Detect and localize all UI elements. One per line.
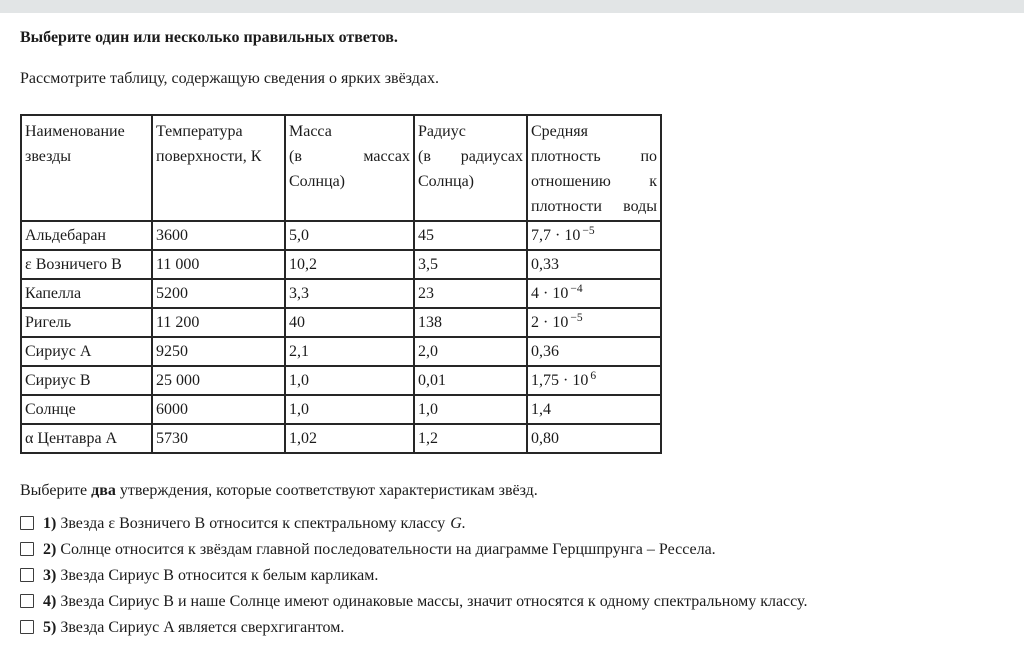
table-cell: 1,02 xyxy=(285,424,414,453)
instruction-bold: два xyxy=(91,482,116,499)
table-cell: 23 xyxy=(414,279,527,308)
table-cell: α Центавра A xyxy=(21,424,152,453)
table-cell: 45 xyxy=(414,221,527,250)
table-row xyxy=(21,279,661,308)
table-intro: Рассмотрите таблицу, содержащую сведения о ярких звёздах. xyxy=(20,70,439,87)
option-label-5: 5) Звезда Сириус A является сверхгигантом. xyxy=(43,619,345,636)
option-row-3 xyxy=(20,567,1004,585)
table-cell: 0,01 xyxy=(414,366,527,395)
table-body xyxy=(21,221,661,453)
table-cell: 2 · 10 $^{-5}$ xyxy=(527,308,661,337)
table-cell: 3,3 xyxy=(285,279,414,308)
table-cell: 7,7 · 10 $^{-5}$ xyxy=(527,221,661,250)
table-cell: 2,1 xyxy=(285,337,414,366)
table-cell: Капелла xyxy=(21,279,152,308)
table-cell: 40 xyxy=(285,308,414,337)
table-cell: Солнце xyxy=(21,395,152,424)
option-checkbox-1[interactable] xyxy=(20,516,34,530)
table-cell: 2,0 xyxy=(414,337,527,366)
table-cell: 3600 xyxy=(152,221,285,250)
col-header-radius: Радиус (в радиусах Солнца) xyxy=(414,115,527,221)
option-row-2 xyxy=(20,541,1004,559)
table-cell: 25 000 xyxy=(152,366,285,395)
table-cell: 6000 xyxy=(152,395,285,424)
table-cell: 9250 xyxy=(152,337,285,366)
table-cell: 4 · 10 $^{-4}$ xyxy=(527,279,661,308)
table-cell: 11 200 xyxy=(152,308,285,337)
table-cell: 3,5 xyxy=(414,250,527,279)
table-cell: Сириус B xyxy=(21,366,152,395)
instruction-before: Выберите xyxy=(20,482,92,499)
option-label-3: 3) Звезда Сириус B относится к белым карликам. xyxy=(43,567,379,584)
table-cell: 5730 xyxy=(152,424,285,453)
instruction-after: утверждения, которые соответствуют характеристикам звёзд. xyxy=(115,482,538,499)
table-cell: Сириус A xyxy=(21,337,152,366)
option-checkbox-3[interactable] xyxy=(20,568,34,582)
option-checkbox-2[interactable] xyxy=(20,542,34,556)
col-header-mass: Масса (в массах Солнца) xyxy=(285,115,414,221)
table-row xyxy=(21,337,661,366)
table-row xyxy=(21,424,661,453)
table-cell: Альдебаран xyxy=(21,221,152,250)
table-row xyxy=(21,395,661,424)
table-cell: 1,0 xyxy=(285,366,414,395)
question-prompt: Выберите один или несколько правильных ответов. xyxy=(20,29,398,46)
table-header-row xyxy=(21,115,661,221)
col-header-name: Наименование звезды xyxy=(21,115,152,221)
stars-table xyxy=(20,114,662,454)
table-row xyxy=(21,250,661,279)
table-cell: 5200 xyxy=(152,279,285,308)
question-page xyxy=(0,13,1024,637)
top-bar xyxy=(0,0,1024,13)
col-header-density: Средняя плотность по отношению к плотности воды xyxy=(527,115,661,221)
table-cell: 11 000 xyxy=(152,250,285,279)
table-cell: 1,2 xyxy=(414,424,527,453)
option-label-1: 1) Звезда ε Возничего B относится к спектральному классу G. xyxy=(43,515,466,532)
options-list xyxy=(20,515,1004,637)
table-cell: 1,0 xyxy=(285,395,414,424)
table-cell: 10,2 xyxy=(285,250,414,279)
option-row-1 xyxy=(20,515,1004,533)
col-header-temperature: Температура поверхности, К xyxy=(152,115,285,221)
table-row xyxy=(21,308,661,337)
table-cell: 138 xyxy=(414,308,527,337)
option-row-5 xyxy=(20,619,1004,637)
table-cell: 1,75 · 10 $^6$ xyxy=(527,366,661,395)
select-instruction xyxy=(20,481,1004,501)
table-cell: 5,0 xyxy=(285,221,414,250)
table-cell: ε Возничего B xyxy=(21,250,152,279)
option-checkbox-5[interactable] xyxy=(20,620,34,634)
table-cell: 1,0 xyxy=(414,395,527,424)
table-cell: 1,4 xyxy=(527,395,661,424)
option-label-4: 4) Звезда Сириус B и наше Солнце имеют одинаковые массы, значит относятся к одному спектральному классу. xyxy=(43,593,808,610)
table-row xyxy=(21,366,661,395)
table-row xyxy=(21,221,661,250)
option-checkbox-4[interactable] xyxy=(20,594,34,608)
table-cell: 0,36 xyxy=(527,337,661,366)
option-label-2: 2) Солнце относится к звёздам главной последовательности на диаграмме Герцшпрунга – Рессела. xyxy=(43,541,716,558)
table-cell: Ригель xyxy=(21,308,152,337)
table-cell: 0,33 xyxy=(527,250,661,279)
table-cell: 0,80 xyxy=(527,424,661,453)
option-row-4 xyxy=(20,593,1004,611)
